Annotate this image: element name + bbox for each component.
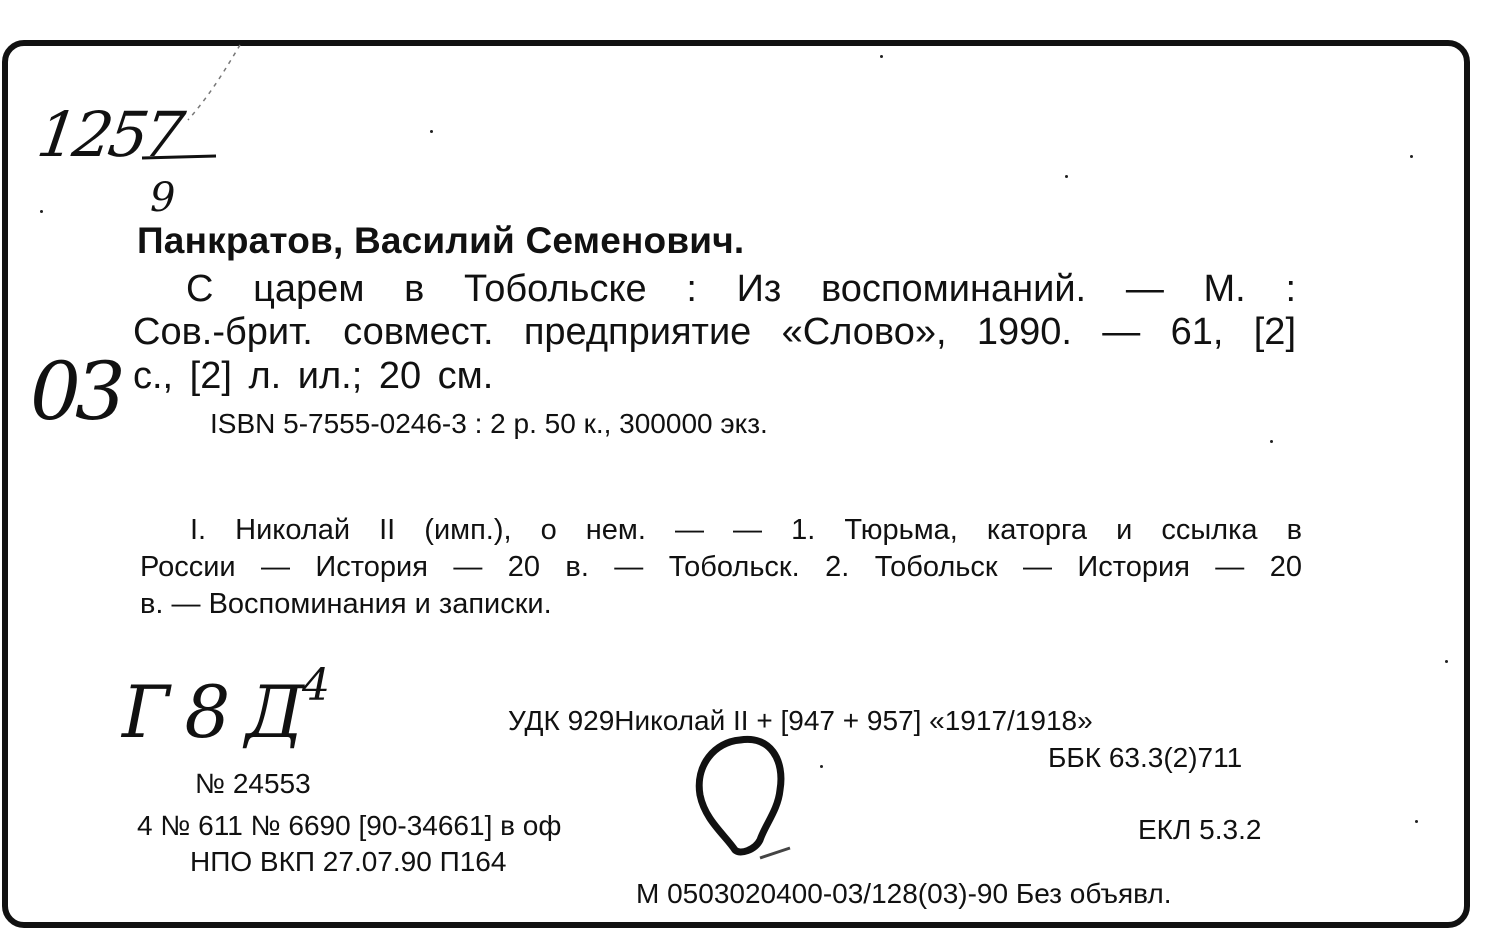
- bbk-line: ББК 63.3(2)711: [1048, 742, 1243, 773]
- print-speck: [430, 130, 433, 133]
- handwritten-mark-03: 03: [30, 345, 120, 438]
- handwritten-shelf-superscript: 4: [302, 660, 330, 711]
- udk-line: УДК 929Николай II + [947 + 957] «1917/1918»: [508, 705, 1093, 736]
- print-speck: [1065, 175, 1068, 178]
- subject-line-1: I. Николай II (имп.), о нем. — — 1. Тюрьма, каторга и ссылка в: [190, 514, 1302, 546]
- print-speck: [1445, 660, 1448, 663]
- npo-line: НПО ВКП 27.07.90 П164: [190, 846, 507, 877]
- print-speck: [40, 210, 43, 213]
- print-speck: [1410, 155, 1413, 158]
- author-heading: Панкратов, Василий Семенович.: [137, 220, 745, 261]
- pencil-stroke: [170, 40, 250, 130]
- title-line-1: С царем в Тобольске : Из воспоминаний. — М. :: [186, 268, 1296, 310]
- title-line-3: с., [2] л. ил.; 20 см.: [133, 355, 494, 397]
- subject-line-2: России — История — 20 в. — Тобольск. 2. Тобольск — История — 20: [140, 551, 1302, 583]
- print-speck: [1415, 820, 1418, 823]
- handwritten-call-number: 1257: [32, 98, 185, 171]
- m-line: М 0503020400-03/128(03)-90 Без объявл.: [636, 878, 1172, 909]
- handwritten-call-sub: 9: [150, 175, 176, 221]
- handwritten-underline: [140, 152, 220, 164]
- title-line-2: Сов.-брит. совмест. предприятие «Слово», 1990. — 61, [2]: [133, 311, 1296, 353]
- hand-drawn-outline: [690, 730, 820, 870]
- print-speck: [880, 55, 883, 58]
- subject-line-3: в. — Воспоминания и записки.: [140, 588, 552, 620]
- catalog-number: № 24553: [195, 768, 311, 799]
- order-line: 4 № 611 № 6690 [90-34661] в оф: [137, 810, 562, 841]
- ekl-line: ЕКЛ 5.3.2: [1138, 814, 1262, 845]
- print-speck: [1270, 440, 1273, 443]
- handwritten-shelf-mark: Г 8 Д: [122, 670, 300, 754]
- print-speck: [820, 765, 823, 768]
- isbn-line: ISBN 5-7555-0246-3 : 2 р. 50 к., 300000 экз.: [210, 408, 768, 439]
